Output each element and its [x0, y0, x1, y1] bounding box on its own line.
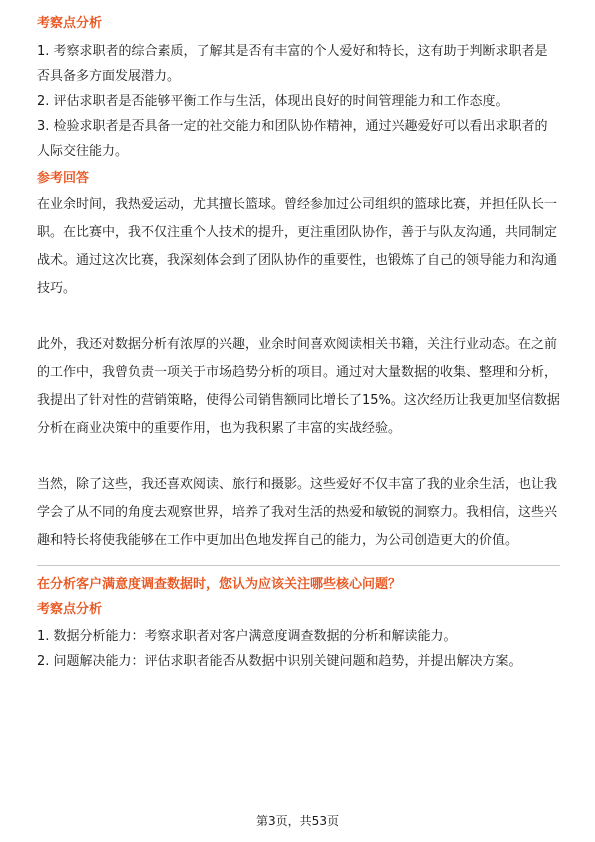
- answer-paragraph-3: 当然，除了这些，我还喜欢阅读、旅行和摄影。这些爱好不仅丰富了我的业余生活，也让我学会了从不同的角度去观察世界，培养了我对生活的热爱和敏锐的洞察力。我相信，这些兴趣和特长将使我能够在工作中更加出色地发挥自己的能力，为公司创造更大的价值。: [37, 477, 558, 548]
- analysis-point-2-1: 1. 数据分析能力：考察求职者对客户满意度调查数据的分析和解读能力。: [37, 629, 457, 644]
- analysis-heading-2: 考察点分析: [37, 602, 103, 617]
- analysis-point-2: 2. 评估求职者是否能够平衡工作与生活，体现出良好的时间管理能力和工作态度。: [37, 94, 509, 109]
- answer-heading: 参考回答: [37, 171, 90, 186]
- analysis-heading: 考察点分析: [37, 16, 103, 31]
- analysis-point-1: 1. 考察求职者的综合素质，了解其是否有丰富的个人爱好和特长，这有助于判断求职者是否具备多方面发展潜力。: [37, 44, 548, 84]
- answer-paragraph-1: 在业余时间，我热爱运动，尤其擅长篮球。曾经参加过公司组织的篮球比赛，并担任队长一职。在比赛中，我不仅注重个人技术的提升，更注重团队协作，善于与队友沟通，共同制定战术。通过这次比赛，我深刻体会到了团队协作的重要性，也锻炼了自己的领导能力和沟通技巧。: [37, 197, 558, 296]
- analysis-point-3: 3. 检验求职者是否具备一定的社交能力和团队协作精神，通过兴趣爱好可以看出求职者的人际交往能力。: [37, 119, 548, 159]
- page-footer: 第3页，共53页: [256, 814, 339, 828]
- answer-paragraph-2: 此外，我还对数据分析有浓厚的兴趣，业余时间喜欢阅读相关书籍，关注行业动态。在之前的工作中，我曾负责一项关于市场趋势分析的项目。通过对大量数据的收集、整理和分析，我提出了针对性的营销策略，使得公司销售额同比增长了15%。这次经历让我更加坚信数据分析在商业决策中的重要作用，也为我积累了丰富的实战经验。: [37, 337, 560, 436]
- analysis-point-2-2: 2. 问题解决能力：评估求职者能否从数据中识别关键问题和趋势，并提出解决方案。: [37, 654, 522, 669]
- page-content: [37, 14, 560, 674]
- question-text: 在分析客户满意度调查数据时，您认为应该关注哪些核心问题？: [37, 577, 402, 592]
